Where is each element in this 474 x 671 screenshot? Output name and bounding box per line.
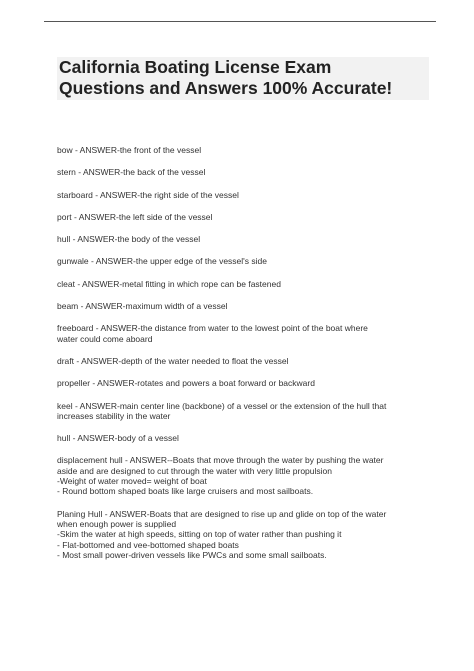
page-title-line-1: California Boating License Exam [59, 57, 332, 77]
qa-entry [57, 234, 437, 244]
qa-list [57, 145, 437, 572]
top-divider [44, 21, 436, 22]
qa-entry-line: - Most small power-driven vessels like PWCs and some small sailboats. [57, 549, 327, 560]
qa-entry-line: freeboard - ANSWER-the distance from water to the lowest point of the boat where [57, 323, 368, 334]
qa-entry [57, 279, 437, 289]
qa-entry-line: hull - ANSWER-body of a vessel [57, 433, 179, 444]
title-block [57, 57, 429, 100]
qa-entry-line: aside and are designed to cut through the water with very little propulsion [57, 465, 332, 476]
qa-entry-line: - Flat-bottomed and vee-bottomed shaped boats [57, 539, 239, 550]
qa-entry [57, 301, 437, 311]
qa-entry-line: - Round bottom shaped boats like large cruisers and most sailboats. [57, 486, 314, 497]
page-title-line-2: Questions and Answers 100% Accurate! [59, 78, 393, 98]
qa-entry-line: starboard - ANSWER-the right side of the vessel [57, 189, 239, 200]
qa-entry [57, 378, 437, 388]
qa-entry-line: bow - ANSWER-the front of the vessel [57, 145, 202, 155]
qa-entry [57, 323, 437, 344]
qa-entry-line: -Skim the water at high speeds, sitting on top of water rather than pushing it [57, 529, 342, 540]
qa-entry [57, 433, 437, 443]
qa-entry [57, 455, 437, 496]
qa-entry [57, 167, 437, 177]
qa-entry-line: water could come aboard [57, 333, 153, 344]
qa-entry-line: gunwale - ANSWER-the upper edge of the vessel's side [57, 256, 267, 267]
qa-entry [57, 401, 437, 422]
qa-entry-line: when enough power is supplied [57, 518, 177, 529]
qa-entry [57, 509, 437, 560]
qa-entry-line: cleat - ANSWER-metal fitting in which rope can be fastened [57, 278, 281, 289]
qa-entry-line: propeller - ANSWER-rotates and powers a boat forward or backward [57, 378, 315, 389]
qa-entry [57, 256, 437, 266]
qa-entry-line: displacement hull - ANSWER--Boats that move through the water by pushing the water [57, 455, 384, 466]
qa-entry-line: keel - ANSWER-main center line (backbone) of a vessel or the extension of the hull that [57, 400, 387, 411]
qa-entry [57, 145, 437, 155]
qa-entry-line: hull - ANSWER-the body of the vessel [57, 234, 201, 245]
qa-entry-line: Planing Hull - ANSWER-Boats that are designed to rise up and glide on top of the water [57, 508, 387, 519]
qa-entry-line: -Weight of water moved= weight of boat [57, 476, 207, 487]
qa-entry [57, 190, 437, 200]
qa-entry-line: beam - ANSWER-maximum width of a vessel [57, 301, 228, 312]
qa-entry [57, 356, 437, 366]
qa-entry-line: stern - ANSWER-the back of the vessel [57, 167, 206, 178]
qa-entry-line: draft - ANSWER-depth of the water needed to float the vessel [57, 355, 289, 366]
qa-entry-line: port - ANSWER-the left side of the vessel [57, 211, 213, 222]
qa-entry [57, 212, 437, 222]
qa-entry-line: increases stability in the water [57, 410, 171, 421]
